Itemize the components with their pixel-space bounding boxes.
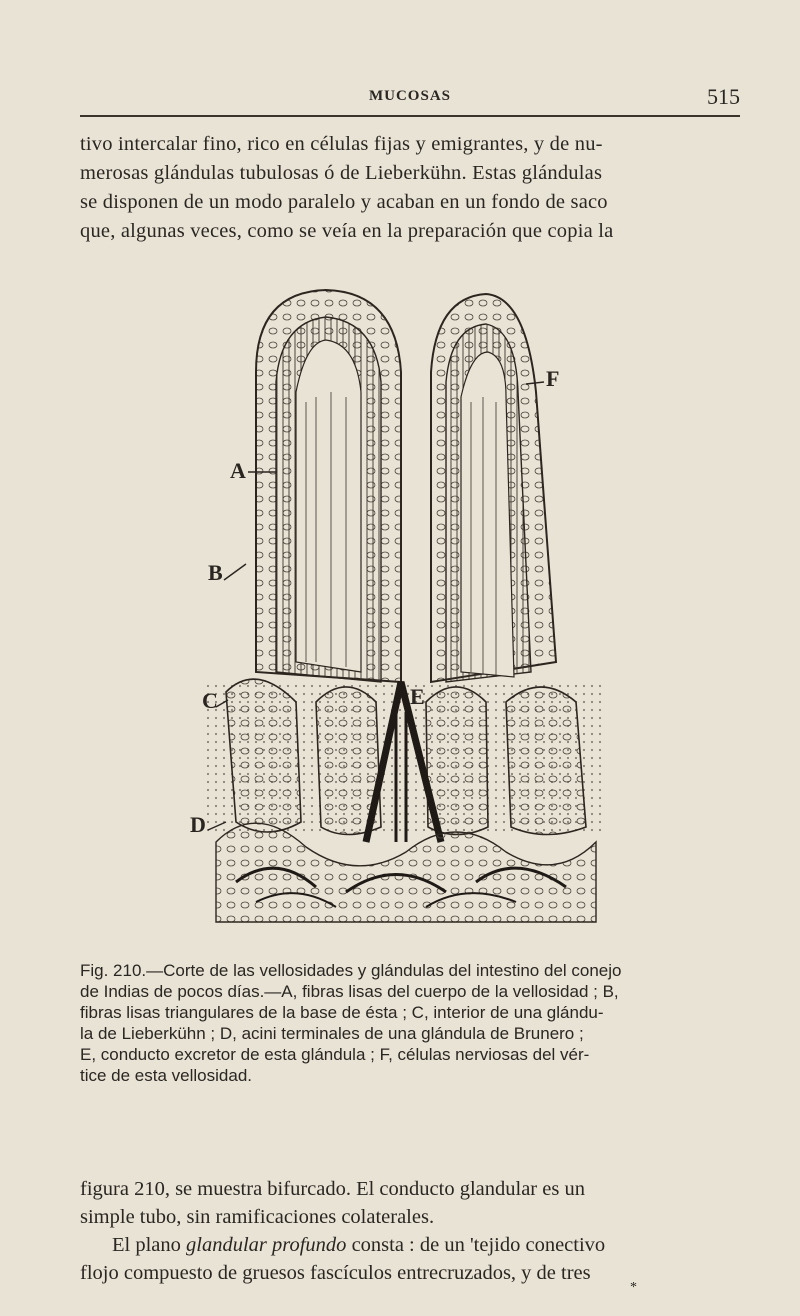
- text-line: [80, 1231, 740, 1259]
- signature-mark: *: [630, 1280, 637, 1295]
- text-line: figura 210, se muestra bifurcado. El conducto glandular es un: [80, 1178, 585, 1200]
- caption-line: tice de esta vellosidad.: [80, 1066, 252, 1085]
- figure-label-a: A: [230, 458, 246, 483]
- figure-label-b: B: [208, 560, 223, 585]
- text-segment: consta : de un 'tejido conectivo: [346, 1234, 606, 1256]
- caption-line: la de Lieberkühn ; D, acini terminales de una glándula de Brunero ;: [80, 1024, 584, 1043]
- figure-caption: [80, 960, 740, 1086]
- text-segment: El plano: [112, 1234, 187, 1256]
- text-line: se disponen de un modo paralelo y acaban en un fondo de saco: [80, 191, 608, 213]
- figure-label-e: E: [410, 684, 425, 709]
- figure-label-f: F: [546, 366, 560, 391]
- paragraph-2: [80, 1175, 740, 1287]
- caption-line: fibras lisas triangulares de la base de ésta ; C, interior de una glándu-: [80, 1003, 604, 1022]
- caption-line: E, conducto excretor de esta glándula ; F, células nerviosas del vér-: [80, 1045, 590, 1064]
- figure-label-d: D: [190, 812, 206, 837]
- caption-line: Fig. 210.—Corte de las vellosidades y glándulas del intestino del conejo: [80, 961, 622, 980]
- italic-term: glandular profundo: [186, 1234, 347, 1256]
- running-head: [80, 84, 740, 112]
- figure-label-c: C: [202, 688, 218, 713]
- caption-line: de Indias de pocos días.—A, fibras lisas del cuerpo de la vellosidad ; B,: [80, 982, 619, 1001]
- text-line: flojo compuesto de gruesos fascículos entrecruzados, y de tres: [80, 1262, 591, 1284]
- text-line: simple tubo, sin ramificaciones colaterales.: [80, 1206, 435, 1228]
- page-number: 515: [707, 84, 740, 109]
- paragraph-1: [80, 130, 740, 246]
- header-rule: [80, 115, 740, 117]
- text-line: merosas glándulas tubulosas ó de Lieberkühn. Estas glándulas: [80, 162, 603, 184]
- text-line: tivo intercalar fino, rico en células fijas y emigrantes, y de nu-: [80, 133, 603, 155]
- figure-210: [190, 282, 616, 932]
- running-title: MUCOSAS: [368, 88, 451, 104]
- text-line: que, algunas veces, como se veía en la preparación que copia la: [80, 220, 614, 242]
